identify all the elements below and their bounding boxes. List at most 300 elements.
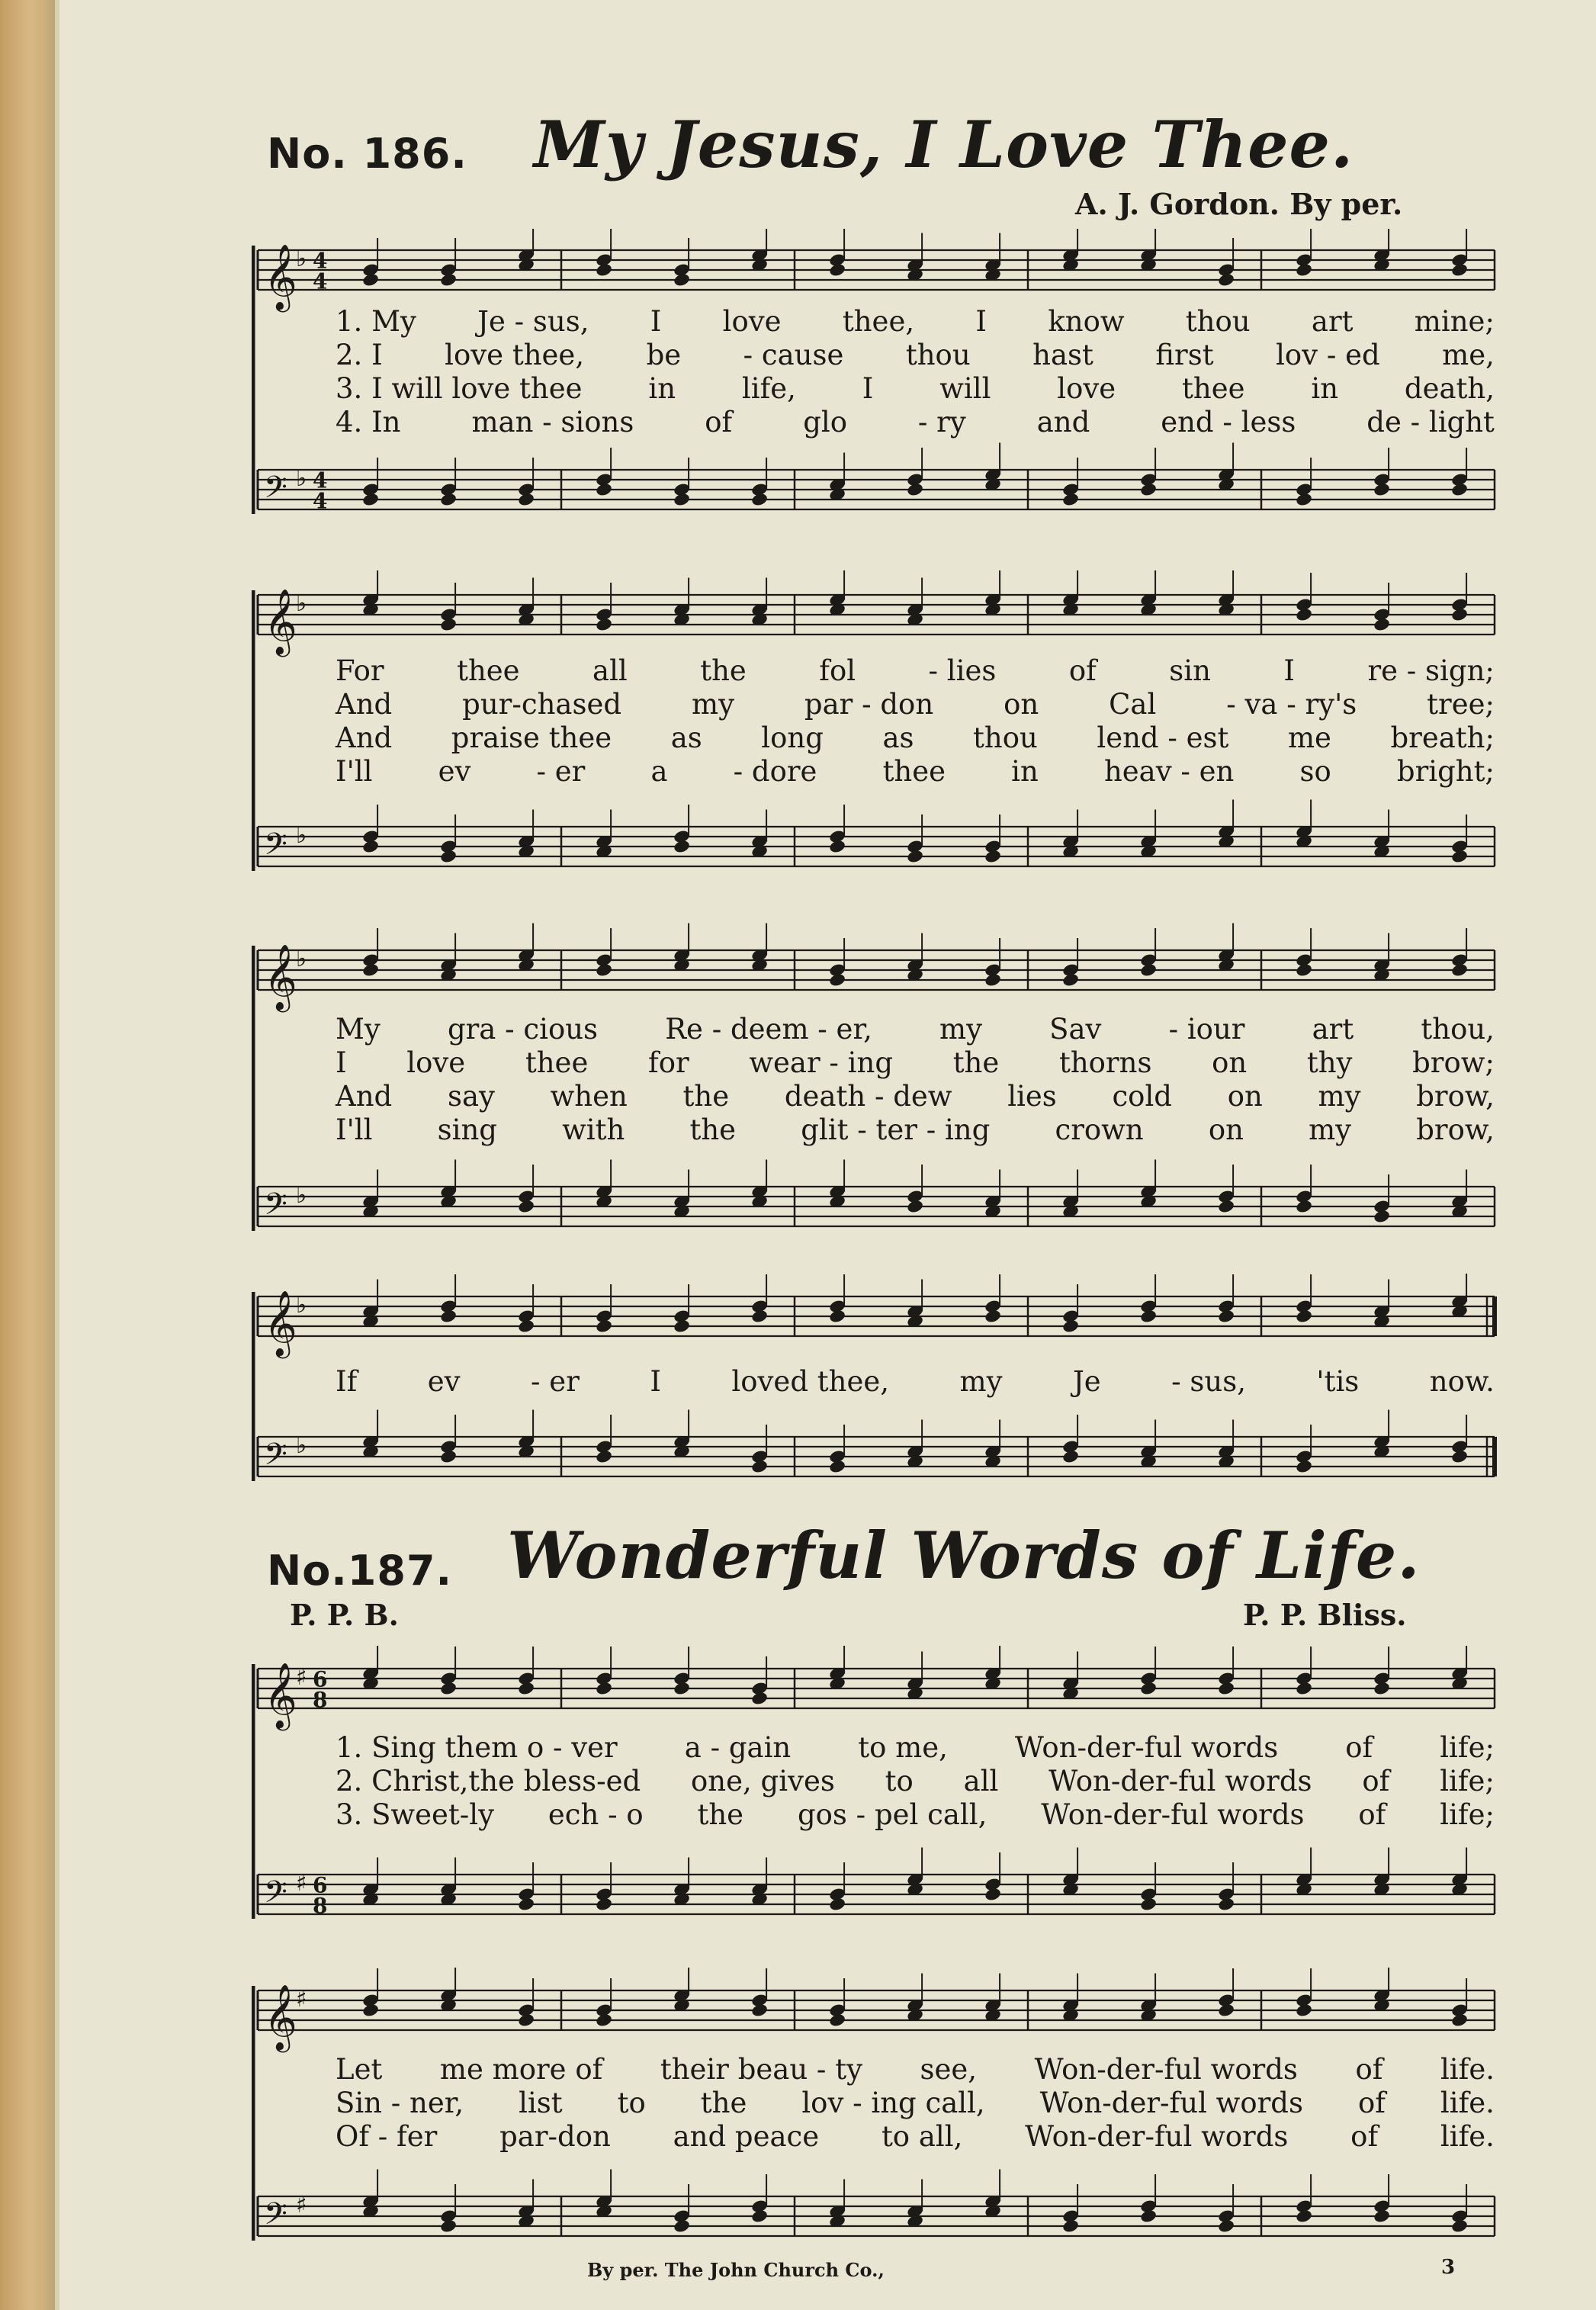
- treble-clef: 𝄞: [264, 944, 297, 1010]
- lyric-syllable: as: [882, 721, 914, 754]
- key-signature: ♭: [296, 590, 307, 617]
- lyric-syllable: with: [562, 1113, 625, 1146]
- lyric-syllable: I: [650, 305, 662, 338]
- lyric-syllable: thou: [973, 721, 1038, 754]
- lyric-syllable: Won-der-ful words: [1039, 2087, 1303, 2119]
- lyric-syllable: ev: [438, 755, 471, 788]
- key-signature: ♭: [296, 1181, 307, 1209]
- note-head: [984, 1887, 1002, 1902]
- lyric-syllable: on: [1212, 1046, 1248, 1079]
- lyric-syllable: all: [592, 654, 628, 687]
- lyric-line: [252, 1365, 1502, 1399]
- treble-clef: 𝄞: [264, 1984, 297, 2050]
- time-signature-bottom: 8: [313, 1893, 328, 1919]
- lyric-syllable: I: [1283, 654, 1295, 687]
- lyric-syllable: 2. Christ,the bless-ed: [336, 1765, 641, 1798]
- lyric-syllable: their beau - ty: [660, 2053, 862, 2086]
- note-head: [673, 2218, 691, 2234]
- note-head: [1295, 1459, 1313, 1474]
- note-head: [361, 962, 380, 978]
- lyric-syllable: 2. I: [336, 339, 383, 371]
- lyric-syllable: love thee,: [445, 339, 585, 371]
- note-head: [1450, 2218, 1469, 2234]
- note-head: [1217, 1309, 1235, 1324]
- lyric-line: [252, 406, 1502, 439]
- lyric-syllable: thee,: [842, 305, 915, 338]
- lyric-syllable: now.: [1429, 1365, 1495, 1398]
- lyric-syllable: - lies: [928, 654, 997, 687]
- time-signature-bottom: 8: [313, 1687, 328, 1713]
- music-system: [252, 570, 1502, 891]
- note-head: [517, 1681, 535, 1696]
- treble-clef: 𝄞: [264, 1663, 297, 1728]
- lyric-syllable: And: [336, 721, 393, 754]
- lyric-syllable: - iour: [1168, 1013, 1245, 1046]
- lyric-syllable: man - sions: [471, 406, 634, 439]
- lyric-syllable: de - light: [1366, 406, 1495, 439]
- note-head: [750, 1459, 769, 1474]
- lyric-syllable: and peace: [673, 2120, 820, 2153]
- lyric-syllable: the: [689, 1113, 737, 1146]
- lyric-syllable: tree;: [1427, 688, 1495, 721]
- note-head: [1217, 1199, 1235, 1214]
- note-head: [750, 2003, 769, 2018]
- note-head: [673, 839, 691, 854]
- note-head: [595, 1319, 613, 1334]
- lyric-syllable: to: [617, 2087, 646, 2119]
- note-head: [439, 849, 458, 864]
- note-head: [439, 1449, 458, 1464]
- note-head: [1061, 1449, 1080, 1464]
- key-signature: ♭: [296, 1291, 307, 1319]
- lyric-syllable: thee: [457, 654, 520, 687]
- note-head: [984, 972, 1002, 988]
- key-signature: ♯: [296, 2191, 307, 2218]
- lyric-syllable: life.: [1440, 2120, 1495, 2153]
- key-signature: ♭: [296, 945, 307, 972]
- note-head: [673, 272, 691, 288]
- lyric-syllable: Sav: [1049, 1013, 1102, 1046]
- key-signature: ♯: [296, 1869, 307, 1897]
- lyric-syllable: end - less: [1161, 406, 1296, 439]
- lyric-syllable: lov - ed: [1276, 339, 1380, 371]
- note-head: [750, 1309, 769, 1324]
- lyric-line: [252, 755, 1502, 789]
- lyric-syllable: of: [1358, 1798, 1386, 1831]
- lyric-syllable: to me,: [858, 1731, 948, 1764]
- bass-clef: 𝄢: [264, 2196, 287, 2239]
- lyric-syllable: - va - ry's: [1226, 688, 1357, 721]
- lyric-syllable: - er: [536, 755, 586, 788]
- lyric-syllable: a: [650, 755, 668, 788]
- page-edge: [55, 0, 59, 2310]
- note-head: [361, 2003, 380, 2018]
- lyric-syllable: Won-der-ful words: [1014, 1731, 1279, 1764]
- lyric-syllable: If: [336, 1365, 358, 1398]
- note-head: [361, 839, 380, 854]
- lyric-syllable: thou,: [1421, 1013, 1495, 1046]
- lyric-syllable: brow;: [1412, 1046, 1495, 1079]
- lyric-syllable: a - gain: [684, 1731, 792, 1764]
- lyric-syllable: - dore: [733, 755, 817, 788]
- music-system: [252, 1968, 1502, 2250]
- lyric-syllable: par-don: [499, 2120, 611, 2153]
- note-head: [1061, 492, 1080, 507]
- note-head: [1139, 2209, 1158, 2224]
- lyric-syllable: - cause: [743, 339, 844, 371]
- note-head: [517, 1897, 535, 1912]
- lyric-syllable: lies: [1007, 1080, 1057, 1113]
- bass-clef: 𝄢: [264, 827, 287, 869]
- note-head: [1217, 272, 1235, 288]
- lyric-syllable: death - dew: [784, 1080, 952, 1113]
- lyric-syllable: cold: [1112, 1080, 1172, 1113]
- note-head: [517, 1319, 535, 1334]
- lyric-syllable: heav - en: [1103, 755, 1235, 788]
- lyric-line: [252, 1798, 1502, 1832]
- note-head: [1450, 2013, 1469, 2028]
- note-head: [1295, 607, 1313, 622]
- lyric-syllable: 1. Sing them o - ver: [336, 1731, 618, 1764]
- note-head: [1450, 962, 1469, 978]
- lyric-syllable: on: [1227, 1080, 1263, 1113]
- lyric-syllable: life;: [1440, 1765, 1495, 1798]
- note-head: [1450, 262, 1469, 278]
- note-head: [750, 2209, 769, 2224]
- lyric-syllable: of: [1355, 2053, 1383, 2086]
- lyric-syllable: wear - ing: [749, 1046, 894, 1079]
- time-signature-top: 4: [313, 467, 328, 493]
- lyric-syllable: gos - pel call,: [797, 1798, 987, 1831]
- note-head: [1295, 962, 1313, 978]
- lyric-syllable: Of - fer: [336, 2120, 438, 2153]
- lyric-syllable: sing: [437, 1113, 497, 1146]
- lyric-syllable: art: [1311, 305, 1354, 338]
- note-head: [1139, 482, 1158, 497]
- note-head: [595, 1897, 613, 1912]
- lyric-line: [252, 1046, 1502, 1080]
- lyric-syllable: thee: [1182, 372, 1245, 405]
- publisher-footer: By per. The John Church Co.,: [587, 2259, 885, 2281]
- lyric-line: [252, 1080, 1502, 1113]
- lyric-line: [252, 1113, 1502, 1147]
- lyric-syllable: my: [1318, 1080, 1361, 1113]
- note-head: [1295, 262, 1313, 278]
- note-head: [361, 492, 380, 507]
- music-system: [252, 921, 1502, 1242]
- note-head: [595, 2013, 613, 2028]
- lyric-syllable: Won-der-ful words: [1048, 1765, 1312, 1798]
- note-head: [517, 2013, 535, 2028]
- lyric-syllable: I'll: [336, 1113, 373, 1146]
- lyric-line: [252, 1013, 1502, 1046]
- note-head: [595, 617, 613, 632]
- lyric-syllable: I: [650, 1365, 661, 1398]
- note-head: [984, 1309, 1002, 1324]
- key-signature: ♭: [296, 464, 307, 492]
- lyric-syllable: death,: [1404, 372, 1495, 405]
- lyric-syllable: thou: [905, 339, 971, 371]
- lyric-syllable: fol: [819, 654, 856, 687]
- lyric-syllable: Cal: [1109, 688, 1157, 721]
- lyric-syllable: ev: [427, 1365, 461, 1398]
- book-spine: [0, 0, 55, 2310]
- lyric-syllable: Won-der-ful words: [1034, 2053, 1298, 2086]
- lyric-syllable: of: [1350, 2120, 1379, 2153]
- lyric-syllable: my: [959, 1365, 1003, 1398]
- lyric-line: [252, 721, 1502, 755]
- note-head: [1061, 2218, 1080, 2234]
- bass-clef: 𝄢: [264, 1187, 287, 1229]
- note-head: [1139, 1309, 1158, 1324]
- lyric-syllable: lov - ing call,: [801, 2087, 985, 2119]
- lyric-syllable: 4. In: [336, 406, 401, 439]
- lyric-syllable: mine;: [1414, 305, 1495, 338]
- note-head: [1450, 482, 1469, 497]
- time-signature-top: 4: [313, 248, 328, 274]
- lyric-syllable: of: [1362, 1765, 1390, 1798]
- lyric-line: [252, 339, 1502, 372]
- lyric-syllable: I: [975, 305, 987, 338]
- note-head: [439, 617, 458, 632]
- note-head: [1373, 617, 1391, 632]
- lyric-syllable: love: [406, 1046, 466, 1079]
- note-head: [1295, 1309, 1313, 1324]
- lyric-line: [252, 2120, 1502, 2154]
- lyric-syllable: life;: [1440, 1798, 1495, 1831]
- note-head: [1295, 2209, 1313, 2224]
- note-head: [595, 482, 613, 497]
- lyric-syllable: thee: [525, 1046, 589, 1079]
- note-head: [1217, 1897, 1235, 1912]
- note-head: [828, 839, 846, 854]
- key-signature: ♭: [296, 1431, 307, 1459]
- lyric-syllable: in: [1311, 372, 1339, 405]
- lyric-line: [252, 305, 1502, 339]
- composer-credit: P. P. Bliss.: [1243, 1598, 1407, 1632]
- lyric-line: [252, 1765, 1502, 1798]
- note-head: [828, 262, 846, 278]
- note-head: [595, 1681, 613, 1696]
- lyric-syllable: the: [700, 654, 747, 687]
- lyric-syllable: to: [885, 1765, 914, 1798]
- note-head: [1295, 492, 1313, 507]
- music-system: [252, 229, 1502, 526]
- lyric-line: [252, 2087, 1502, 2120]
- lyric-syllable: on: [1208, 1113, 1244, 1146]
- treble-clef: 𝄞: [264, 1290, 297, 1356]
- lyric-syllable: all: [963, 1765, 999, 1798]
- page-number: 3: [1441, 2256, 1456, 2279]
- lyric-syllable: re - sign;: [1367, 654, 1495, 687]
- note-head: [673, 492, 691, 507]
- note-head: [439, 1309, 458, 1324]
- lyric-syllable: my: [1309, 1113, 1352, 1146]
- note-head: [828, 1897, 846, 1912]
- lyric-syllable: glo: [803, 406, 847, 439]
- lyric-syllable: in: [1011, 755, 1039, 788]
- lyric-syllable: - ry: [917, 406, 966, 439]
- note-head: [1061, 972, 1080, 988]
- lyric-syllable: I: [336, 1046, 347, 1079]
- note-head: [1217, 2218, 1235, 2234]
- note-head: [828, 2013, 846, 2028]
- lyric-syllable: me: [1287, 721, 1331, 754]
- note-head: [1450, 607, 1469, 622]
- hymn-title: Wonderful Words of Life.: [507, 1518, 1421, 1593]
- note-head: [1295, 1199, 1313, 1214]
- lyric-syllable: My: [336, 1013, 381, 1046]
- key-signature: ♭: [296, 821, 307, 849]
- lyric-syllable: love: [1057, 372, 1116, 405]
- note-head: [1450, 1449, 1469, 1464]
- note-head: [750, 492, 769, 507]
- note-head: [906, 1199, 924, 1214]
- time-signature-bottom: 4: [313, 488, 328, 514]
- lyric-syllable: ech - o: [548, 1798, 644, 1831]
- lyric-syllable: love: [722, 305, 782, 338]
- lyric-syllable: breath;: [1390, 721, 1495, 754]
- lyric-syllable: thy: [1306, 1046, 1353, 1079]
- lyric-syllable: to all,: [881, 2120, 963, 2153]
- lyric-syllable: on: [1004, 688, 1039, 721]
- lyric-syllable: be: [646, 339, 682, 371]
- lyric-syllable: will: [939, 372, 991, 405]
- note-head: [906, 849, 924, 864]
- lyric-syllable: when: [550, 1080, 628, 1113]
- lyric-syllable: pur-chased: [462, 688, 622, 721]
- lyric-syllable: brow,: [1416, 1080, 1495, 1113]
- lyric-syllable: Je - sus,: [477, 305, 589, 338]
- lyric-syllable: my: [691, 688, 734, 721]
- note-head: [439, 492, 458, 507]
- bass-clef: 𝄢: [264, 470, 287, 512]
- key-signature: ♯: [296, 1663, 307, 1691]
- note-head: [673, 1681, 691, 1696]
- lyric-syllable: crown: [1055, 1113, 1144, 1146]
- lyric-syllable: Je: [1072, 1365, 1101, 1398]
- note-head: [1217, 2003, 1235, 2018]
- author-credit: P. P. B.: [290, 1598, 399, 1632]
- lyric-syllable: the: [697, 1798, 744, 1831]
- note-head: [1450, 849, 1469, 864]
- lyric-syllable: and: [1036, 406, 1090, 439]
- note-head: [1139, 1681, 1158, 1696]
- note-head: [1217, 1681, 1235, 1696]
- lyric-syllable: life.: [1440, 2053, 1495, 2086]
- lyric-line: [252, 688, 1502, 721]
- lyric-syllable: I: [862, 372, 874, 405]
- lyric-syllable: - er: [531, 1365, 580, 1398]
- note-head: [517, 1199, 535, 1214]
- note-head: [1139, 962, 1158, 978]
- lyric-syllable: me,: [1442, 339, 1495, 371]
- music-system: [252, 1646, 1502, 1928]
- note-head: [595, 1449, 613, 1464]
- lyric-syllable: And: [336, 688, 393, 721]
- lyric-syllable: thee: [882, 755, 946, 788]
- composer-credit: A. J. Gordon. By per.: [1075, 187, 1403, 221]
- lyric-syllable: - sus,: [1171, 1365, 1246, 1398]
- lyric-syllable: 1. My: [336, 305, 416, 338]
- time-signature-bottom: 4: [313, 268, 328, 294]
- time-signature-top: 6: [313, 1872, 328, 1898]
- note-head: [828, 972, 846, 988]
- lyric-syllable: bright;: [1396, 755, 1495, 788]
- lyric-syllable: And: [336, 1080, 393, 1113]
- lyric-syllable: my: [939, 1013, 982, 1046]
- note-head: [750, 1691, 769, 1706]
- lyric-syllable: loved thee,: [731, 1365, 890, 1398]
- note-head: [1373, 2209, 1391, 2224]
- note-head: [1061, 1319, 1080, 1334]
- time-signature-top: 6: [313, 1666, 328, 1692]
- lyric-syllable: 3. I will love thee: [336, 372, 583, 405]
- lyric-syllable: thou: [1185, 305, 1251, 338]
- note-head: [439, 2218, 458, 2234]
- lyric-syllable: life,: [741, 372, 796, 405]
- note-head: [439, 1681, 458, 1696]
- bass-clef: 𝄢: [264, 1437, 287, 1479]
- lyric-syllable: I'll: [336, 755, 373, 788]
- note-head: [1373, 1681, 1391, 1696]
- lyric-syllable: glit - ter - ing: [801, 1113, 991, 1146]
- lyric-syllable: so: [1299, 755, 1331, 788]
- note-head: [828, 1309, 846, 1324]
- lyric-syllable: as: [670, 721, 702, 754]
- key-signature: ♭: [296, 245, 307, 272]
- lyric-syllable: art: [1312, 1013, 1354, 1046]
- lyric-syllable: long: [761, 721, 824, 754]
- lyric-syllable: the: [952, 1046, 1000, 1079]
- lyric-syllable: first: [1155, 339, 1214, 371]
- lyric-syllable: for: [648, 1046, 689, 1079]
- lyric-syllable: hast: [1032, 339, 1093, 371]
- music-system: [252, 1274, 1502, 1495]
- hymn-title: My Jesus, I Love Thee.: [534, 107, 1354, 182]
- treble-clef: 𝄞: [264, 589, 297, 654]
- note-head: [595, 962, 613, 978]
- lyric-line: [252, 654, 1502, 688]
- lyric-syllable: the: [682, 1080, 730, 1113]
- lyric-syllable: me more of: [439, 2053, 603, 2086]
- note-head: [1373, 1209, 1391, 1224]
- lyric-syllable: know: [1048, 305, 1125, 338]
- lyric-syllable: praise thee: [451, 721, 612, 754]
- lyric-syllable: Won-der-ful words: [1025, 2120, 1289, 2153]
- lyric-syllable: of: [1345, 1731, 1373, 1764]
- lyric-syllable: brow,: [1416, 1113, 1495, 1146]
- lyric-syllable: Won-der-ful words: [1041, 1798, 1305, 1831]
- lyric-syllable: thorns: [1058, 1046, 1152, 1079]
- lyric-syllable: 'tis: [1316, 1365, 1360, 1398]
- bass-clef: 𝄢: [264, 1875, 287, 1917]
- lyric-syllable: lend - est: [1097, 721, 1229, 754]
- hymn-number: No.187.: [267, 1547, 453, 1595]
- note-head: [595, 262, 613, 278]
- lyric-syllable: life;: [1440, 1731, 1495, 1764]
- note-head: [984, 849, 1002, 864]
- lyric-syllable: in: [648, 372, 676, 405]
- lyric-line: [252, 2053, 1502, 2087]
- treble-clef: 𝄞: [264, 244, 297, 310]
- lyric-line: [252, 1731, 1502, 1765]
- lyric-syllable: of: [705, 406, 733, 439]
- lyric-syllable: Re - deem - er,: [665, 1013, 872, 1046]
- lyric-syllable: one, gives: [691, 1765, 835, 1798]
- note-head: [906, 482, 924, 497]
- lyric-syllable: say: [447, 1080, 495, 1113]
